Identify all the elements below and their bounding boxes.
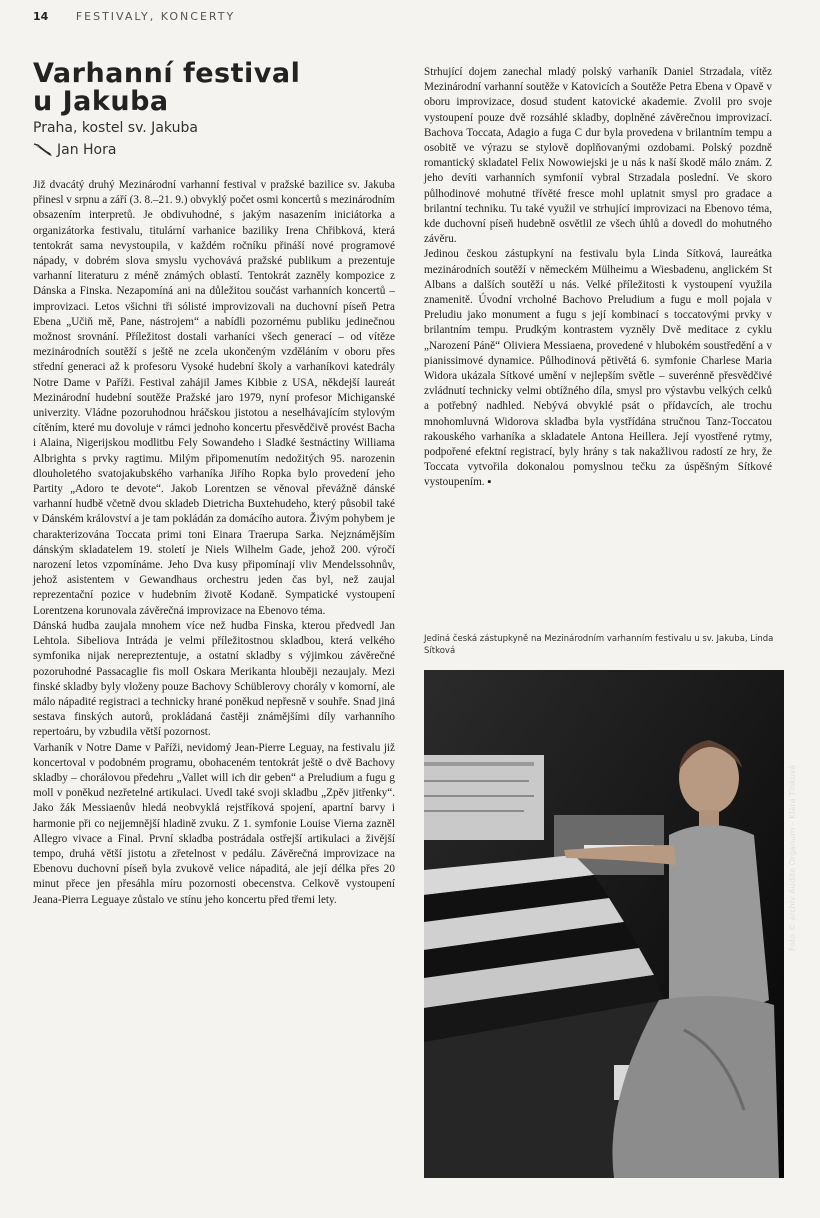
title-line-1: Varhanní festival bbox=[33, 58, 301, 89]
section-label: FESTIVALY, KONCERTY bbox=[75, 10, 236, 23]
article-title bbox=[33, 60, 395, 116]
left-column bbox=[33, 60, 395, 908]
paragraph: Dánská hudba zaujala mnohem více než hudba Finska, kterou předvedl Jan Lehtola. Sibeliova Intráda je velmi příležitostnou skladbou, která velkého symfonika nijak nerepreztentuje, a ostatní skladby s výjimkou závěrečné pozoruhodné Passacaglie fis moll Oskara Merikanta hlouběji nezaujaly. Mezi finské skladby byly vloženy pouze Bachovy Schüblerovy chorály v komorní, ale málo nápadité registraci a technicky hrané poněkud nepřesně v souhře. Snad jiná sestava finských autorů, prokládaná častěji známějšími díly varhanního repertoáru, by vzbudila větší pozornost. bbox=[33, 619, 395, 739]
paragraph: Jedinou českou zástupkyní na festivalu byla Linda Sítková, laureátka mezinárodních soutěží v německém Mülheimu a Wiesbadenu, anglickém St Albans a dalších soutěží u nás. Velké příležitosti k vystoupení využila znamenitě. Úvodní vrcholné Bachovo Preludium a fugu e moll pojala v Preludiu jako monument a fugu s její kombinací s toccatovými prvky v brilantním tempu. Prudkým kontrastem vyzněly Dvě meditace z cyklu „Narození Páně“ Oliviera Messiaena, provedené v hlubokém soustředění a v pianissimové dynamice. Půlhodinová pětivětá 6. symfonie Charlese Maria Widora ukázala Sítkové umění v nejlepším světle – suverénně přesvědčivé zvládnutí technicky velmi obtížného díla, smysl pro výstavbu velkých celků a potřebný nadhled. Nebývá obvyklé psát o přídavcích, ale trochu mnohomluvná Widorova skladba byla vystřídána stručnou Tanz-Toccatou rakouského varhaníka a skladatele Antona Heillera. Její vyostřené rytmy, podpořené efektní registrací, byly hrány s tak nakažlivou radostí ze hry, že Toccata vytvořila dokonalou pomyslnou tečku za úspěšným Sítkové vystoupením. ▪ bbox=[424, 248, 772, 489]
photo-credit: Foto © archiv Audite Organum – Klára Tinková bbox=[788, 765, 797, 952]
author-line bbox=[33, 142, 395, 158]
paragraph: Již dvacátý druhý Mezinárodní varhanní festival v pražské bazilice sv. Jakuba přinesl v srpnu a září (3. 8.–21. 9.) obvyklý počet osmi koncertů s mezinárodním obsazením interpretů. Je obdivuhodné, s jakým nasazením iniciátorka a organizátorka festivalu, titulární varhanice baziliky Irena Chřibková, která tentokrát sama nevystoupila, v každém ročníku přináší nové programové nápady, v dobrém slova smyslu vychovává pražské publikum a prezentuje varhanní literaturu z méně známých oblastí. Tentokrát zazněly kompozice z Dánska a Finska. Nezapomíná ani na důležitou součást varhanních koncertů – improvizaci. Letos všichni tři sólisté improvizovali na duchovní píseň Petra Ebena „Učiň mě, Pane, nástrojem“ a nabídli pozornému publiku jedinečnou možnost srovnání. Příležitost dostali varhaníci všech generací – od vítěze mezinárodních soutěží s ještě ne zcela ukončeným vzděláním v oboru přes střední generaci až k profesoru Vysoké hudební školy a varhaníkovi katedrály Notre Dame v Paříži. Festival zahájil James Kibbie z USA, někdejší laureát Mezinárodní hudební soutěže Pražské jaro 1979, nyní profesor Michiganské univerzity. Vládne pozoruhodnou hráčskou jistotou a neselhávajícím stylovým cítěním, které mu dovoluje v rámci jednoho koncertu přesvědčivě provést Bacha i Alaina, Nigerijskou modlitbu Fely Sowandeho i Sladké šestnáctiny Williama Albrighta s prvky ragtimu. Milým připomenutím nedožitých 95. narozenin dlouholetého svatojakubského varhaníka Jiřího Ropka bylo provedení jeho Partity „Adoro te devote“. Jakob Lorentzen se věnoval převážně dánské varhanní hudbě včetně dvou skladeb Dietricha Buxtehudeho, který působil také v Dánském království a je tam pokládán za domácího autora. Živým pohybem je charakterizována Toccata primi toni Einara Traerupa Sarka. Nejznámějším dánským skladatelem 19. století je Niels Wilhelm Gade, jehož 200. výročí narození letos vzpomínáme. Jeho Dva kusy připomínají vliv Mendelssohnův, jehož asistentem v Gewandhaus orchestru jeden čas byl, než zaujal reprezentační pozice v hudebním životě Kodaně. Sympatické vystoupení Lorentzena korunovala závěrečná improvizace na Ebenovo téma. bbox=[33, 179, 395, 617]
paragraph: Varhaník v Notre Dame v Paříži, nevidomý Jean-Pierre Leguay, na festivalu již koncertoval v podobném programu, obohaceném tentokrát ještě o dvě Bachovy skladby – chorálovou předehru „Vallet will ich dir geben“ a Preludium a fugu g moll v poněkud nezřetelné artikulaci. Uvedl také svoji skladbu „Zpěv jitřenky“. Jako žák Messiaenův hledá neobvyklá rejstříková spojení, apartní barvy i harmonie při co nejjemnější hladině zvuku. Z 1. symfonie Louise Vierna zazněl Allegro vivace a Final. První skladba postrádala ostřejší artikulaci a živější tempo, druhá větší jistotu a zřetelnost v pedálu. Závěrečná improvizace na Ebenovu duchovní píseň byla zvukově velice nápaditá, ale její délka přes 20 minut přece jen přesáhla míru pozornosti obecenstva. Celkově vystoupení Jeana-Pierra Leguaye zůstalo ve stínu jeho koncertu před třemi lety. bbox=[33, 741, 395, 906]
photo-caption: Jediná česká zástupkyně na Mezinárodním varhanním festivalu u sv. Jakuba, Linda Sítková bbox=[424, 634, 774, 656]
organist-photo bbox=[424, 670, 797, 1178]
author-name: Jan Hora bbox=[57, 142, 117, 158]
venue-line: Praha, kostel sv. Jakuba bbox=[33, 120, 198, 136]
title-line-2: u Jakuba bbox=[33, 86, 169, 117]
right-column bbox=[424, 65, 772, 491]
organist-illustration bbox=[424, 670, 784, 1178]
page-number: 14 bbox=[33, 10, 49, 23]
article-body-left bbox=[33, 178, 395, 908]
pen-icon bbox=[33, 143, 53, 157]
page-header bbox=[33, 10, 235, 23]
article-body-right bbox=[424, 65, 772, 491]
paragraph: Strhující dojem zanechal mladý polský varhaník Daniel Strzadala, vítěz Mezinárodní varhanní soutěže v Katovicích a Soutěže Petra Ebena v Opavě v oboru improvizace, dosud student katovické akademie. Zvolil pro svoje vystoupení pouze dvě rozsáhlé skladby, doplněné závěrečnou improvizací. Bachova Toccata, Adagio a fuga C dur byla provedena v brilantním tempu a osobitě ve výrazu se stylově doplňovanými ozdobami. Polský pozdně romantický skladatel Felix Nowowiejski je u nás k naší škodě málo znám. Z jeho devíti varhanních symfonií vybral Strzadala poslední. Ve skoro půlhodinové mohutné třívěté fresce mohl uplatnit smysl pro gradace a brilantní techniku. Tu také využil ve strhující improvizaci na Ebenovo téma, kde duchovní píseň hudebně osvětlil ze všech úhlů a dovedl do mohutného závěru. bbox=[424, 66, 772, 246]
